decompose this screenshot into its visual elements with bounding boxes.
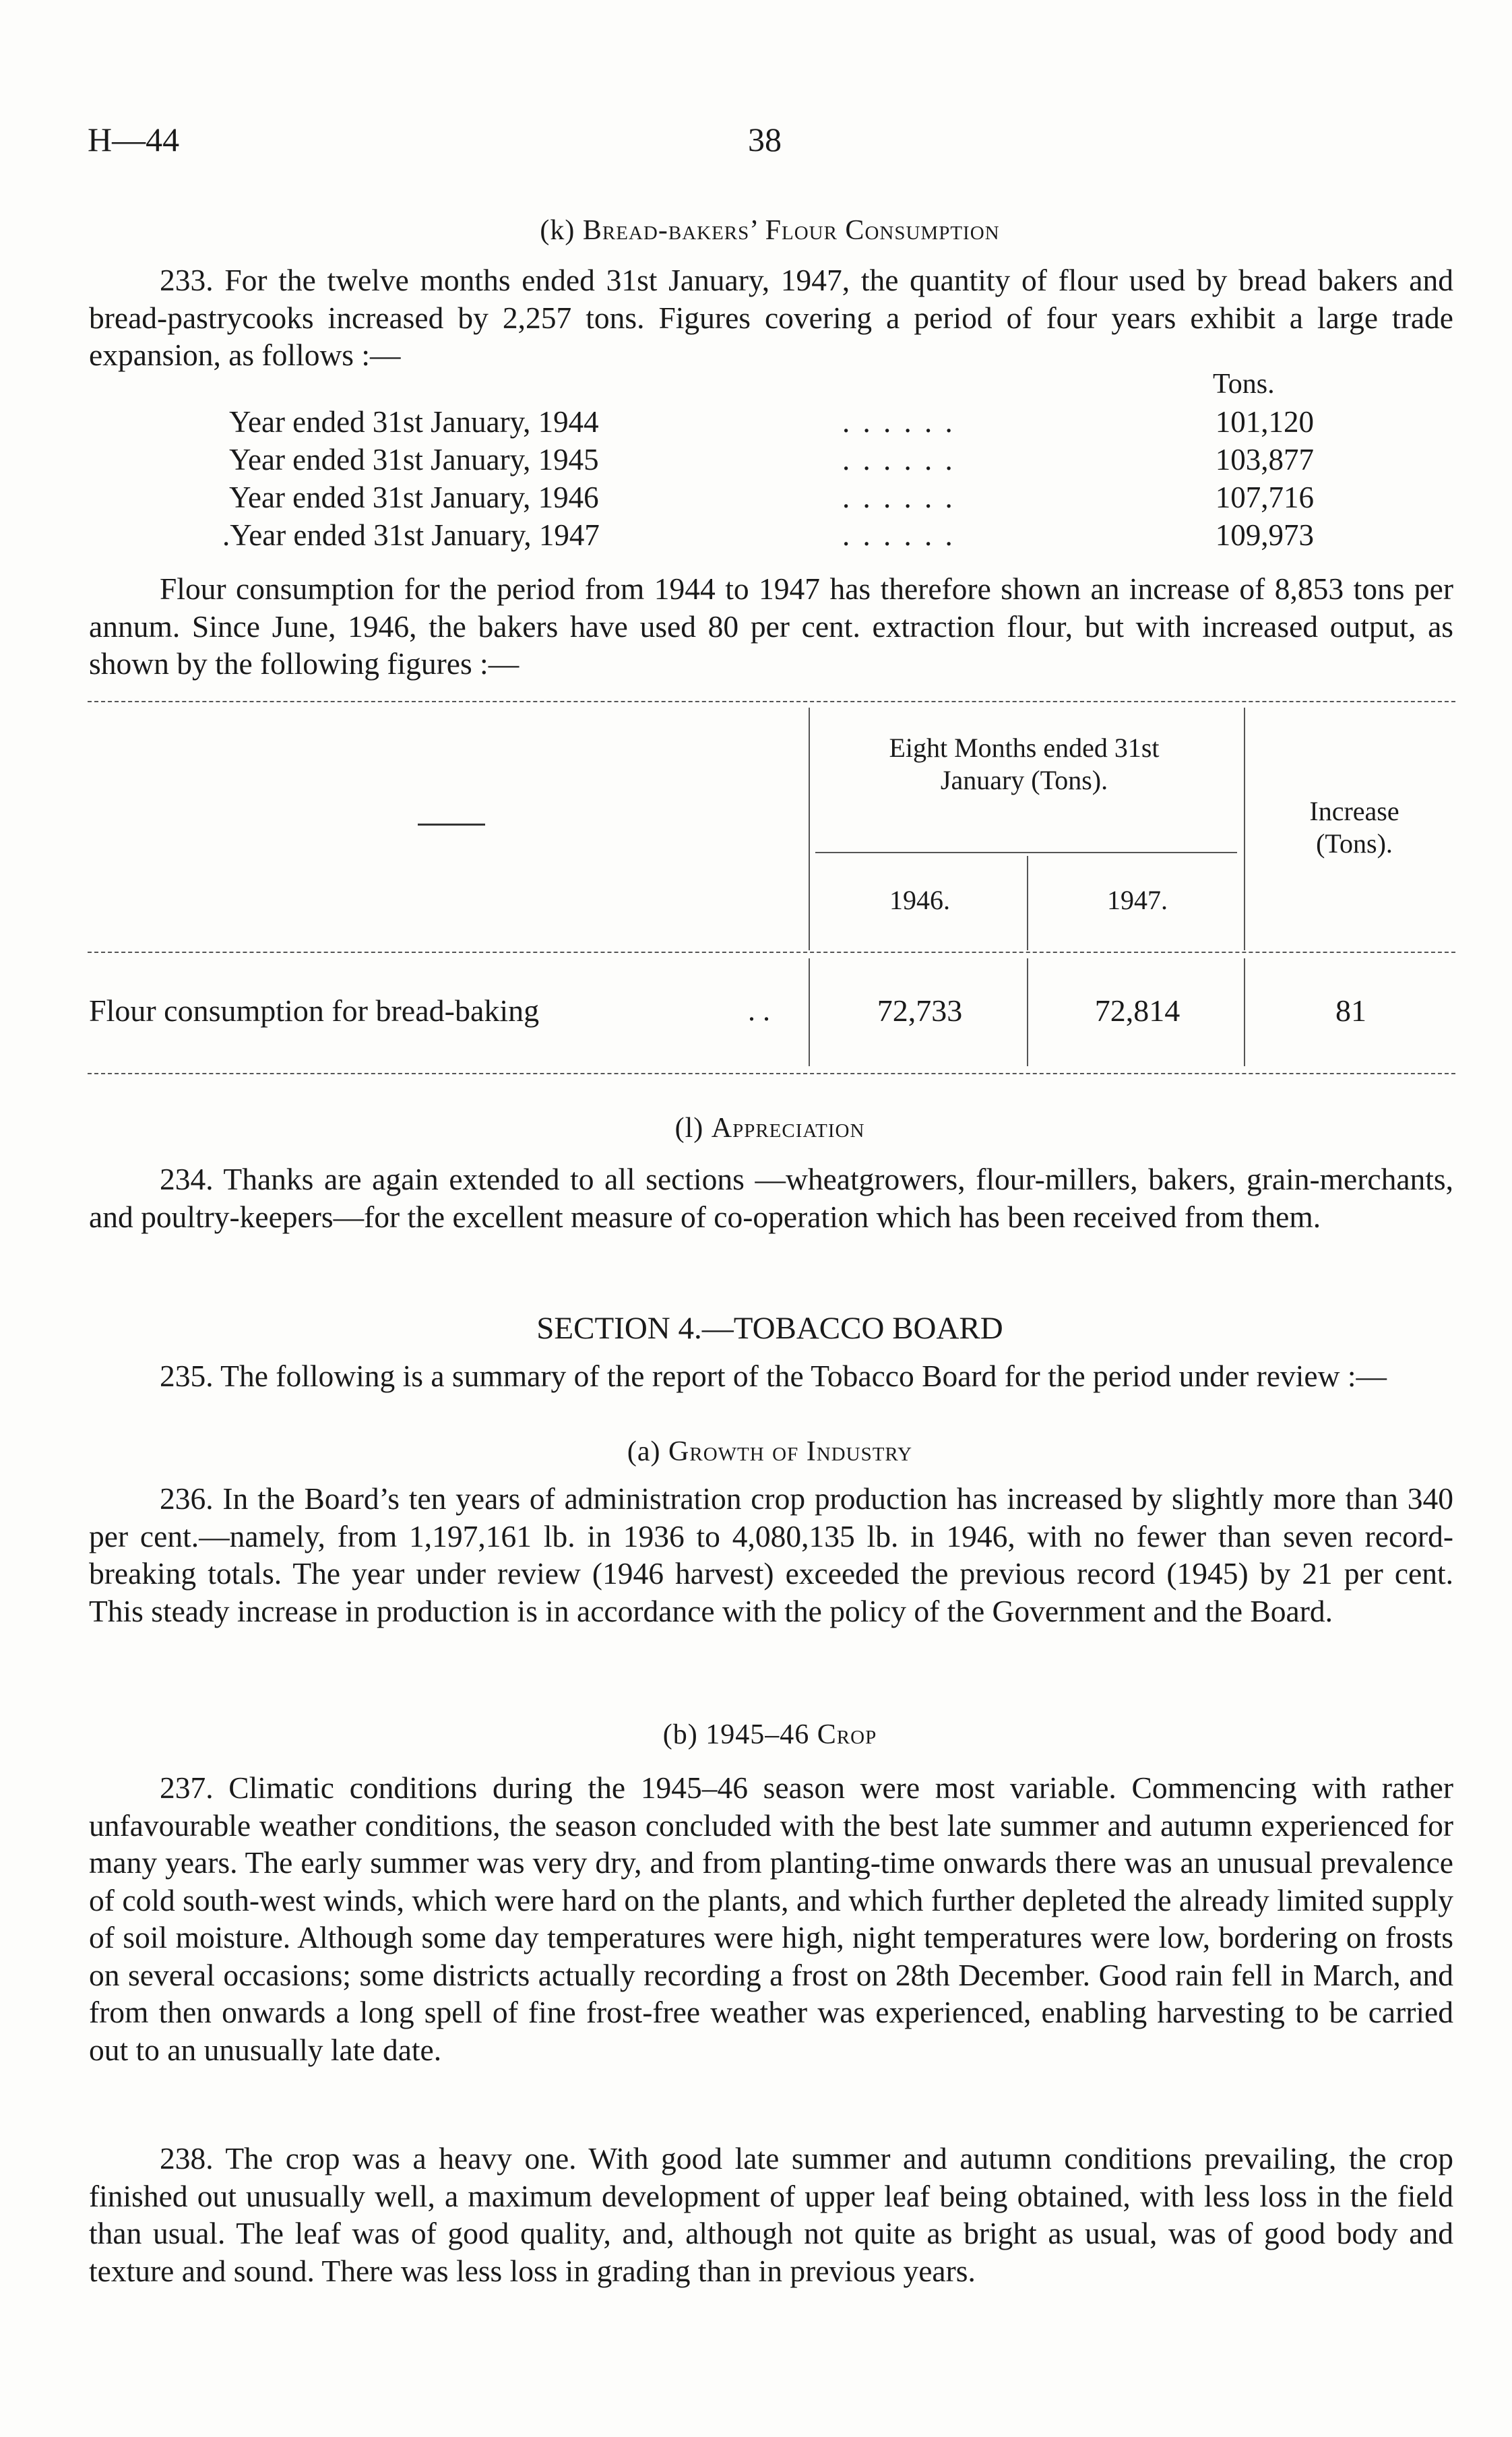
table-row-label: Flour consumption for bread-baking xyxy=(89,993,540,1028)
year-row-label: Year ended 31st January, 1946 xyxy=(229,481,599,514)
paragraph-flour-increase xyxy=(89,570,1453,683)
year-row-value: 101,120 xyxy=(1215,405,1314,439)
paragraph-flour-increase-text: Flour consumption for the period from 1944 to 1947 has therefore shown an increase of 8,853 tons per annum. Since June, 1946, the bakers have used 80 per cent. extraction flour, but with increased output, as shown by the following figures :— xyxy=(89,572,1453,681)
table-bottom-rule xyxy=(88,1073,1455,1074)
col-1946-header: 1946. xyxy=(889,885,950,915)
eight-months-header: Eight Months ended 31st January (Tons). xyxy=(889,733,1160,795)
year-row-label: Year ended 31st January, 1944 xyxy=(229,405,599,439)
section-k-title: Bread-bakers’ Flour Consumption xyxy=(582,215,1000,246)
increase-header: Increase (Tons). xyxy=(1309,796,1399,859)
year-row-dots: . . . . . . xyxy=(842,405,955,439)
table-divider xyxy=(809,958,810,1066)
year-row-label: Year ended 31st January, 1945 xyxy=(229,443,599,476)
paragraph-236 xyxy=(89,1480,1453,1630)
flour-consumption-table xyxy=(88,701,1455,1078)
year-row-dots: . . . . . . xyxy=(842,481,955,514)
table-divider xyxy=(809,708,810,950)
section-l-heading xyxy=(88,1112,1452,1144)
paragraph-238-text: 238. The crop was a heavy one. With good late summer and autumn conditions prevailing, the crop finished out unusually well, a maximum development of upper leaf being obtained, with less loss in the field than usual. The leaf was of good quality, and, although not quite as bright as usual, was of good body and texture and sound. There was less loss in grading than in previous years. xyxy=(89,2141,1453,2288)
document-reference: H—44 xyxy=(88,121,180,158)
year-row-dots: . . . . . . xyxy=(842,518,955,552)
year-row-value: 109,973 xyxy=(1215,518,1314,552)
paragraph-234 xyxy=(89,1161,1453,1235)
section-l-title: Appreciation xyxy=(711,1113,865,1144)
value-1946: 72,733 xyxy=(877,993,963,1028)
subsection-a-letter: (a) xyxy=(627,1436,661,1467)
subsection-b-letter: (b) xyxy=(662,1719,698,1750)
section-4-heading: SECTION 4.—TOBACCO BOARD xyxy=(536,1311,1003,1346)
section-k-heading xyxy=(88,214,1452,247)
table-group-rule xyxy=(815,852,1237,853)
year-row-value: 103,877 xyxy=(1215,443,1314,476)
paragraph-236-text: 236. In the Board’s ten years of administration crop production has increased by slightly more than 340 per cent.—namely, from 1,197,161 lb. in 1936 to 4,080,135 lb. in 1946, with no fewer than seven record-breaking totals. The year under review (1946 harvest) exceeded the previous record (1945) by 21 per cent. This steady increase in production is in accordance with the policy of the Government and the Board. xyxy=(89,1481,1453,1628)
paragraph-235-text: 235. The following is a summary of the report of the Tobacco Board for the period under review :— xyxy=(160,1359,1387,1393)
paragraph-233 xyxy=(89,261,1453,374)
section-l-letter: (l) xyxy=(674,1113,704,1144)
paragraph-235 xyxy=(89,1357,1453,1395)
subsection-b-heading xyxy=(88,1719,1452,1751)
value-increase: 81 xyxy=(1335,993,1366,1028)
subsection-a-heading xyxy=(88,1436,1452,1468)
subsection-b-title: 1945–46 Crop xyxy=(705,1719,877,1750)
paragraph-237-text: 237. Climatic conditions during the 1945–46 season were most variable. Commencing with rather unfavourable weather conditions, the season concluded with the best late summer and autumn experienced for many years. The early summer was very dry, and from planting-time onwards there was an unusual prevalence of cold south-west winds, which were hard on the plants, and which further depleted the already limited supply of soil moisture. Although some day temperatures were high, night temperatures were low, bordering on frosts on several occasions; some districts actually recording a frost on 28th December. Good rain fell in March, and from then onwards a long spell of fine frost-free weather was experienced, enabling harvesting to be carried out to an unusually late date. xyxy=(89,1770,1453,2067)
paragraph-238 xyxy=(89,2140,1453,2289)
paragraph-233-text: 233. For the twelve months ended 31st January, 1947, the quantity of flour used by bread bakers and bread-pastrycooks increased by 2,257 tons. Figures covering a period of four years exhibit a large trade expansion, as follows :— xyxy=(89,263,1453,372)
col-1947-header: 1947. xyxy=(1107,885,1168,915)
paragraph-234-text: 234. Thanks are again extended to all sections —wheatgrowers, flour-millers, bakers, grain-merchants, and poultry-keepers—for the excellent measure of co-operation which has been received from them. xyxy=(89,1162,1453,1234)
year-row-label: .Year ended 31st January, 1947 xyxy=(222,518,600,552)
table-header-rule xyxy=(88,952,1455,953)
year-row-value: 107,716 xyxy=(1215,481,1314,514)
table-top-rule xyxy=(88,701,1455,702)
paragraph-237 xyxy=(89,1769,1453,2068)
table-row-dots: . . xyxy=(748,994,770,1027)
year-row-dots: . . . . . . xyxy=(842,443,955,476)
tons-column-header: Tons. xyxy=(1213,369,1275,400)
subsection-a-title: Growth of Industry xyxy=(668,1436,913,1467)
section-k-letter: (k) xyxy=(540,215,575,246)
page-number: 38 xyxy=(748,121,782,158)
stub-header-dash xyxy=(418,824,485,826)
value-1947: 72,814 xyxy=(1094,993,1180,1028)
